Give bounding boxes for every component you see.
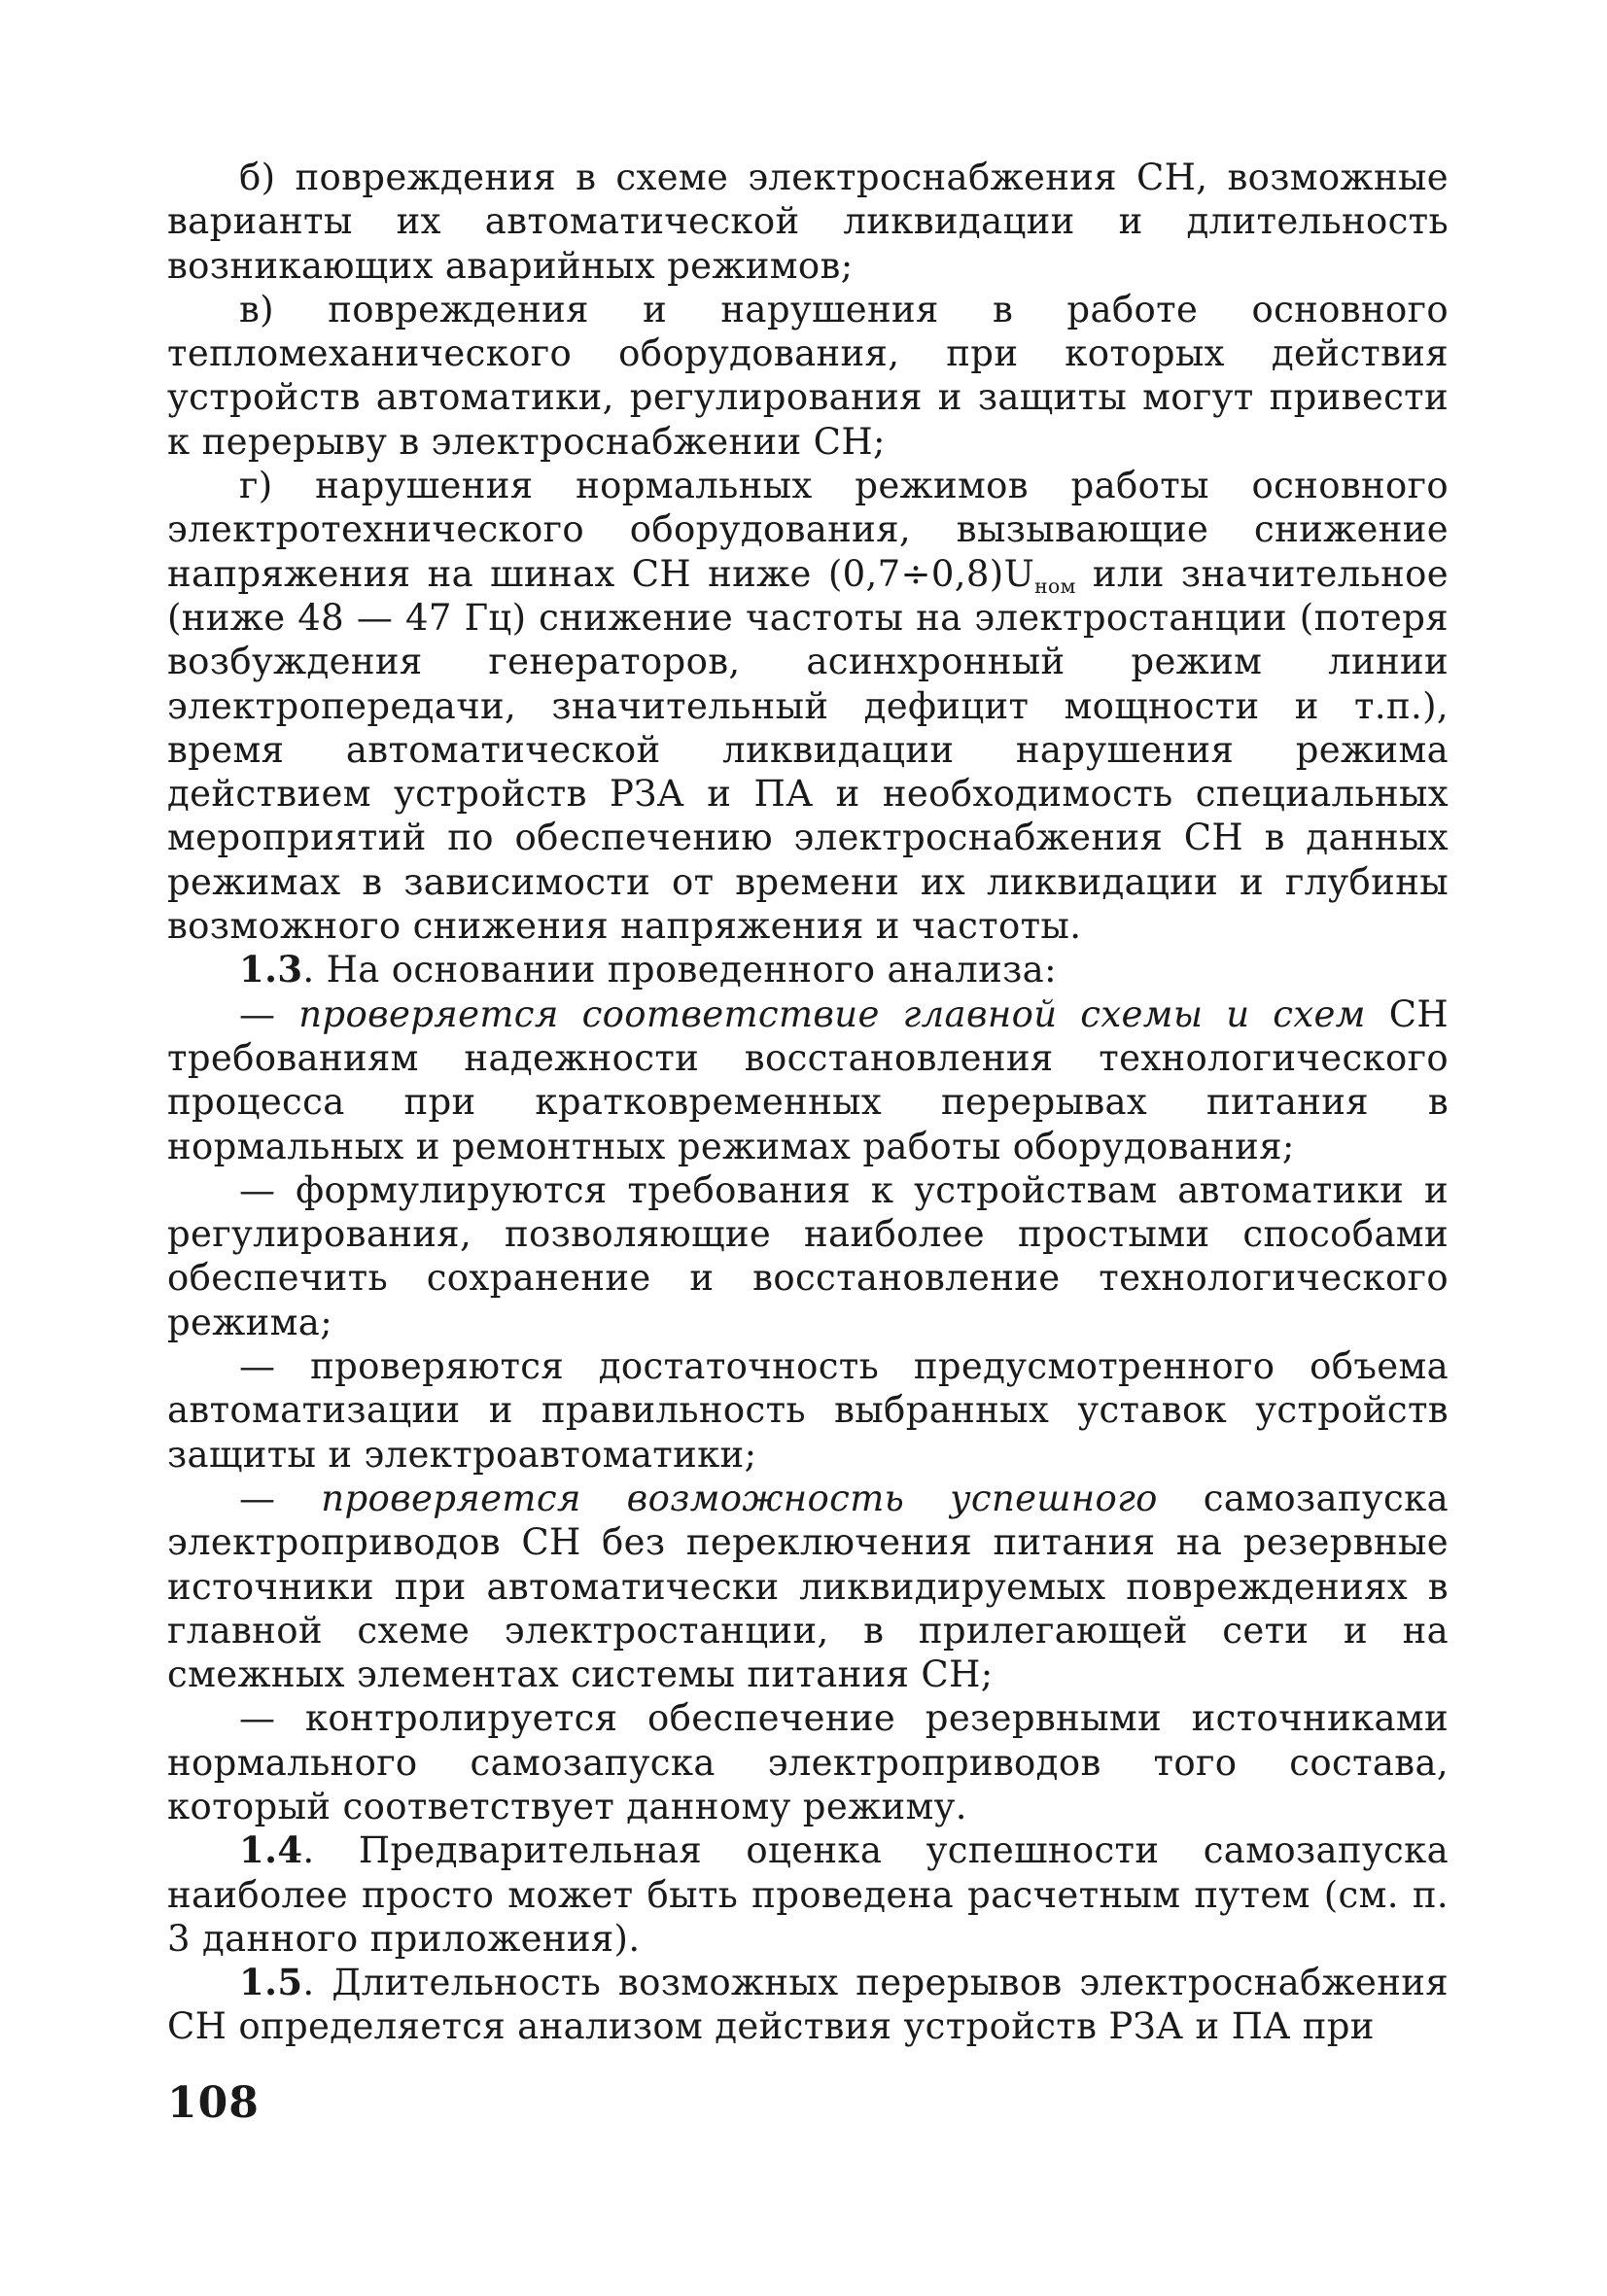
page-number: 108	[167, 2078, 260, 2128]
paragraph-g-part1: г) нарушения нормальных режимов работы основного электротехнического оборудования, вызывающие снижение напряжения на шинах СН ниже (0,7÷0,8)U	[167, 465, 1449, 595]
bullet-1	[167, 992, 1449, 1168]
bullet-4-dash: —	[239, 1477, 322, 1519]
bullet-4-italic: проверяется возможность успешного	[321, 1477, 1158, 1519]
bullet-2: — формулируются требования к устройствам автоматики и регулирования, позволяющие наиболее простыми способами обеспечить сохранение и восстановление технологического режима;	[167, 1168, 1449, 1343]
paragraph-1-3	[167, 948, 1449, 991]
section-number-1-5: 1.5	[239, 1961, 303, 2004]
bullet-3: — проверяются достаточность предусмотренного объема автоматизации и правильность выбранных уставок устройств защиты и электроавтоматики;	[167, 1345, 1449, 1476]
section-number-1-3: 1.3	[239, 948, 303, 991]
paragraph-1-5	[167, 1961, 1449, 2049]
paragraph-v: в) повреждения и нарушения в работе основного тепломеханического оборудования, при которых действия устройств автоматики, регулирования и защиты могут привести к перерыву в электроснабжении СН;	[167, 288, 1449, 463]
paragraph-g	[167, 464, 1449, 948]
paragraph-b: б) повреждения в схеме электроснабжения СН, возможные варианты их автоматической ликвидации и длительность возникающих аварийных режимов;	[167, 157, 1449, 287]
paragraph-1-3-text: . На основании проведенного анализа:	[302, 949, 1057, 991]
bullet-4	[167, 1477, 1449, 1696]
bullet-1-italic: проверяется соответствие главной схемы и схем	[298, 992, 1366, 1035]
paragraph-1-5-text: . Длительность возможных перерывов электроснабжения СН определяется анализом действия устройств РЗА и ПА при	[167, 1962, 1449, 2048]
bullet-4-rest: самозапуска электроприводов СН без переключения питания на резервные источники при автоматически ликвидируемых повреждениях в главной схеме электростанции, в прилегающей сети и на смежных элементах системы питания СН;	[167, 1477, 1450, 1696]
body-text	[167, 156, 1449, 2049]
paragraph-1-4-text: . Предварительная оценка успешности самозапуска наиболее просто может быть проведена расчетным путем (см. п. 3 данного приложения).	[167, 1829, 1449, 1960]
paragraph-g-part2: или значительное (ниже 48 — 47 Гц) снижение частоты на электростанции (потеря возбуждения генераторов, асинхронный режим линии электропередачи, значительный дефицит мощности и т.п.), время автоматической ликвидации нарушения режима действием устройств РЗА и ПА и необходимость специальных мероприятий по обеспечению электроснабжения СН в данных режимах в зависимости от времени их ликвидации и глубины возможного снижения напряжения и частоты.	[167, 552, 1450, 948]
bullet-5: — контролируется обеспечение резервными источниками нормального самозапуска электроприводов того состава, который соответствует данному режиму.	[167, 1697, 1449, 1827]
paragraph-1-4	[167, 1828, 1449, 1961]
section-number-1-4: 1.4	[239, 1828, 303, 1872]
subscript-nom: ном	[1034, 574, 1076, 598]
bullet-1-dash: —	[239, 992, 299, 1035]
bullet-1-rest: СН требованиям надежности восстановления технологического процесса при кратковременных перерывах питания в нормальных и ремонтных режимах работы оборудования;	[167, 992, 1449, 1167]
